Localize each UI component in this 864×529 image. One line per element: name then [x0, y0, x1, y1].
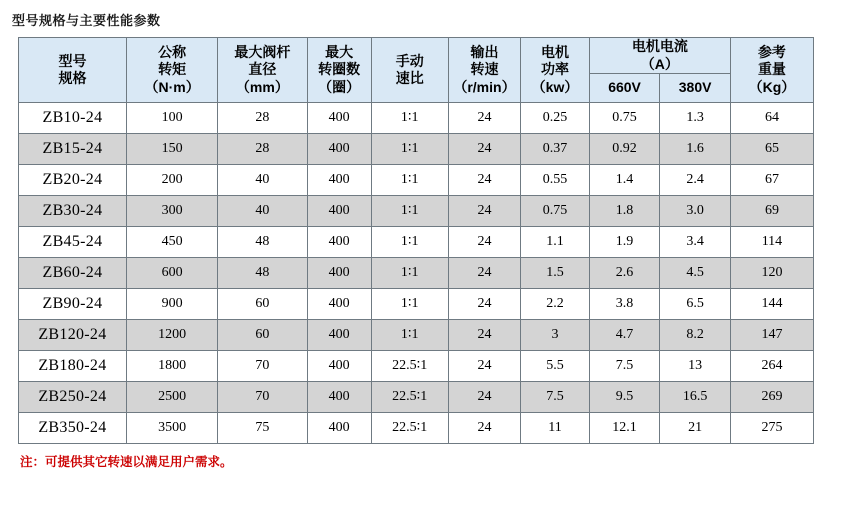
header-reference-weight: 参考 重量 （Kg）: [730, 38, 813, 103]
header-motor-current-380v: 380V: [660, 74, 731, 103]
cell-max-turns: 400: [307, 103, 371, 134]
cell-model: ZB180-24: [19, 351, 127, 382]
footnote: [20, 452, 854, 470]
cell-max-turns: 400: [307, 165, 371, 196]
table-row: [19, 382, 814, 413]
cell-reference-weight: 275: [730, 413, 813, 444]
table-row: [19, 351, 814, 382]
specification-table: [18, 37, 814, 444]
cell-motor-current-660v: 1.9: [589, 227, 660, 258]
cell-manual-ratio: 1∶1: [371, 103, 448, 134]
cell-motor-power: 2.2: [521, 289, 589, 320]
cell-manual-ratio: 1∶1: [371, 134, 448, 165]
cell-reference-weight: 264: [730, 351, 813, 382]
cell-motor-current-380v: 1.3: [660, 103, 731, 134]
header-motor-current-group: 电机电流 （A）: [589, 38, 730, 74]
cell-manual-ratio: 1∶1: [371, 196, 448, 227]
header-motor-current-660v: 660V: [589, 74, 660, 103]
cell-motor-current-380v: 16.5: [660, 382, 731, 413]
cell-manual-ratio: 1∶1: [371, 289, 448, 320]
footnote-label: 注：: [20, 455, 46, 469]
cell-output-speed: 24: [448, 320, 521, 351]
table-row: [19, 196, 814, 227]
cell-output-speed: 24: [448, 103, 521, 134]
cell-manual-ratio: 22.5∶1: [371, 351, 448, 382]
table-row: [19, 289, 814, 320]
cell-output-speed: 24: [448, 351, 521, 382]
cell-output-speed: 24: [448, 227, 521, 258]
cell-max-turns: 400: [307, 289, 371, 320]
cell-output-speed: 24: [448, 165, 521, 196]
cell-motor-current-380v: 8.2: [660, 320, 731, 351]
cell-motor-current-660v: 1.4: [589, 165, 660, 196]
cell-reference-weight: 269: [730, 382, 813, 413]
table-row: [19, 320, 814, 351]
cell-motor-current-380v: 4.5: [660, 258, 731, 289]
cell-max-stem-diameter: 40: [218, 165, 307, 196]
header-output-speed: 输出 转速 （r/min）: [448, 38, 521, 103]
cell-nominal-torque: 150: [126, 134, 217, 165]
table-body: [19, 103, 814, 444]
footnote-text: 可提供其它转速以满足用户需求。: [45, 455, 233, 469]
cell-nominal-torque: 200: [126, 165, 217, 196]
cell-max-turns: 400: [307, 258, 371, 289]
cell-max-turns: 400: [307, 382, 371, 413]
cell-reference-weight: 64: [730, 103, 813, 134]
cell-motor-current-660v: 7.5: [589, 351, 660, 382]
cell-nominal-torque: 1200: [126, 320, 217, 351]
cell-manual-ratio: 1∶1: [371, 258, 448, 289]
cell-max-stem-diameter: 48: [218, 227, 307, 258]
header-row-main: [19, 38, 814, 74]
cell-motor-current-380v: 1.6: [660, 134, 731, 165]
cell-motor-current-660v: 0.92: [589, 134, 660, 165]
cell-motor-power: 0.37: [521, 134, 589, 165]
cell-model: ZB350-24: [19, 413, 127, 444]
header-nominal-torque: 公称 转矩 （N·m）: [126, 38, 217, 103]
cell-max-stem-diameter: 60: [218, 289, 307, 320]
cell-motor-power: 0.75: [521, 196, 589, 227]
cell-motor-power: 0.25: [521, 103, 589, 134]
cell-nominal-torque: 2500: [126, 382, 217, 413]
cell-output-speed: 24: [448, 134, 521, 165]
cell-motor-power: 3: [521, 320, 589, 351]
cell-nominal-torque: 100: [126, 103, 217, 134]
table-row: [19, 413, 814, 444]
cell-max-stem-diameter: 70: [218, 382, 307, 413]
cell-manual-ratio: 1∶1: [371, 227, 448, 258]
cell-nominal-torque: 450: [126, 227, 217, 258]
cell-reference-weight: 69: [730, 196, 813, 227]
cell-max-stem-diameter: 70: [218, 351, 307, 382]
table-row: [19, 134, 814, 165]
cell-motor-power: 5.5: [521, 351, 589, 382]
cell-model: ZB60-24: [19, 258, 127, 289]
cell-model: ZB15-24: [19, 134, 127, 165]
cell-nominal-torque: 3500: [126, 413, 217, 444]
cell-motor-current-660v: 3.8: [589, 289, 660, 320]
cell-max-turns: 400: [307, 134, 371, 165]
cell-reference-weight: 114: [730, 227, 813, 258]
cell-reference-weight: 65: [730, 134, 813, 165]
cell-reference-weight: 144: [730, 289, 813, 320]
cell-motor-current-660v: 0.75: [589, 103, 660, 134]
cell-motor-power: 11: [521, 413, 589, 444]
cell-max-stem-diameter: 48: [218, 258, 307, 289]
table-header: [19, 38, 814, 103]
cell-max-stem-diameter: 40: [218, 196, 307, 227]
header-motor-power: 电机 功率 （kw）: [521, 38, 589, 103]
cell-output-speed: 24: [448, 289, 521, 320]
cell-model: ZB20-24: [19, 165, 127, 196]
cell-max-stem-diameter: 28: [218, 134, 307, 165]
cell-model: ZB45-24: [19, 227, 127, 258]
cell-motor-current-380v: 3.0: [660, 196, 731, 227]
cell-nominal-torque: 300: [126, 196, 217, 227]
table-row: [19, 227, 814, 258]
cell-max-turns: 400: [307, 227, 371, 258]
cell-motor-current-660v: 1.8: [589, 196, 660, 227]
cell-output-speed: 24: [448, 196, 521, 227]
cell-max-turns: 400: [307, 351, 371, 382]
cell-model: ZB120-24: [19, 320, 127, 351]
cell-reference-weight: 120: [730, 258, 813, 289]
cell-motor-current-660v: 4.7: [589, 320, 660, 351]
cell-max-stem-diameter: 60: [218, 320, 307, 351]
cell-model: ZB30-24: [19, 196, 127, 227]
cell-output-speed: 24: [448, 258, 521, 289]
cell-motor-current-660v: 9.5: [589, 382, 660, 413]
cell-max-turns: 400: [307, 196, 371, 227]
cell-motor-current-380v: 13: [660, 351, 731, 382]
cell-motor-power: 7.5: [521, 382, 589, 413]
cell-manual-ratio: 22.5∶1: [371, 413, 448, 444]
cell-motor-current-380v: 2.4: [660, 165, 731, 196]
cell-motor-power: 1.5: [521, 258, 589, 289]
header-max-stem-diameter: 最大阀杆 直径 （mm）: [218, 38, 307, 103]
cell-reference-weight: 147: [730, 320, 813, 351]
header-manual-ratio: 手动 速比: [371, 38, 448, 103]
table-row: [19, 165, 814, 196]
cell-model: ZB10-24: [19, 103, 127, 134]
cell-manual-ratio: 1∶1: [371, 320, 448, 351]
cell-max-turns: 400: [307, 320, 371, 351]
cell-reference-weight: 67: [730, 165, 813, 196]
cell-manual-ratio: 1∶1: [371, 165, 448, 196]
cell-motor-power: 1.1: [521, 227, 589, 258]
cell-output-speed: 24: [448, 382, 521, 413]
cell-model: ZB90-24: [19, 289, 127, 320]
cell-model: ZB250-24: [19, 382, 127, 413]
cell-nominal-torque: 600: [126, 258, 217, 289]
cell-output-speed: 24: [448, 413, 521, 444]
cell-motor-current-380v: 3.4: [660, 227, 731, 258]
cell-motor-current-380v: 21: [660, 413, 731, 444]
cell-nominal-torque: 900: [126, 289, 217, 320]
cell-max-turns: 400: [307, 413, 371, 444]
table-row: [19, 103, 814, 134]
cell-nominal-torque: 1800: [126, 351, 217, 382]
cell-motor-current-660v: 2.6: [589, 258, 660, 289]
header-model: 型号 规格: [19, 38, 127, 103]
page-title: 型号规格与主要性能参数: [12, 13, 161, 28]
table-row: [19, 258, 814, 289]
cell-motor-current-380v: 6.5: [660, 289, 731, 320]
cell-motor-current-660v: 12.1: [589, 413, 660, 444]
cell-max-stem-diameter: 28: [218, 103, 307, 134]
cell-max-stem-diameter: 75: [218, 413, 307, 444]
cell-motor-power: 0.55: [521, 165, 589, 196]
cell-manual-ratio: 22.5∶1: [371, 382, 448, 413]
header-max-turns: 最大 转圈数 （圈）: [307, 38, 371, 103]
